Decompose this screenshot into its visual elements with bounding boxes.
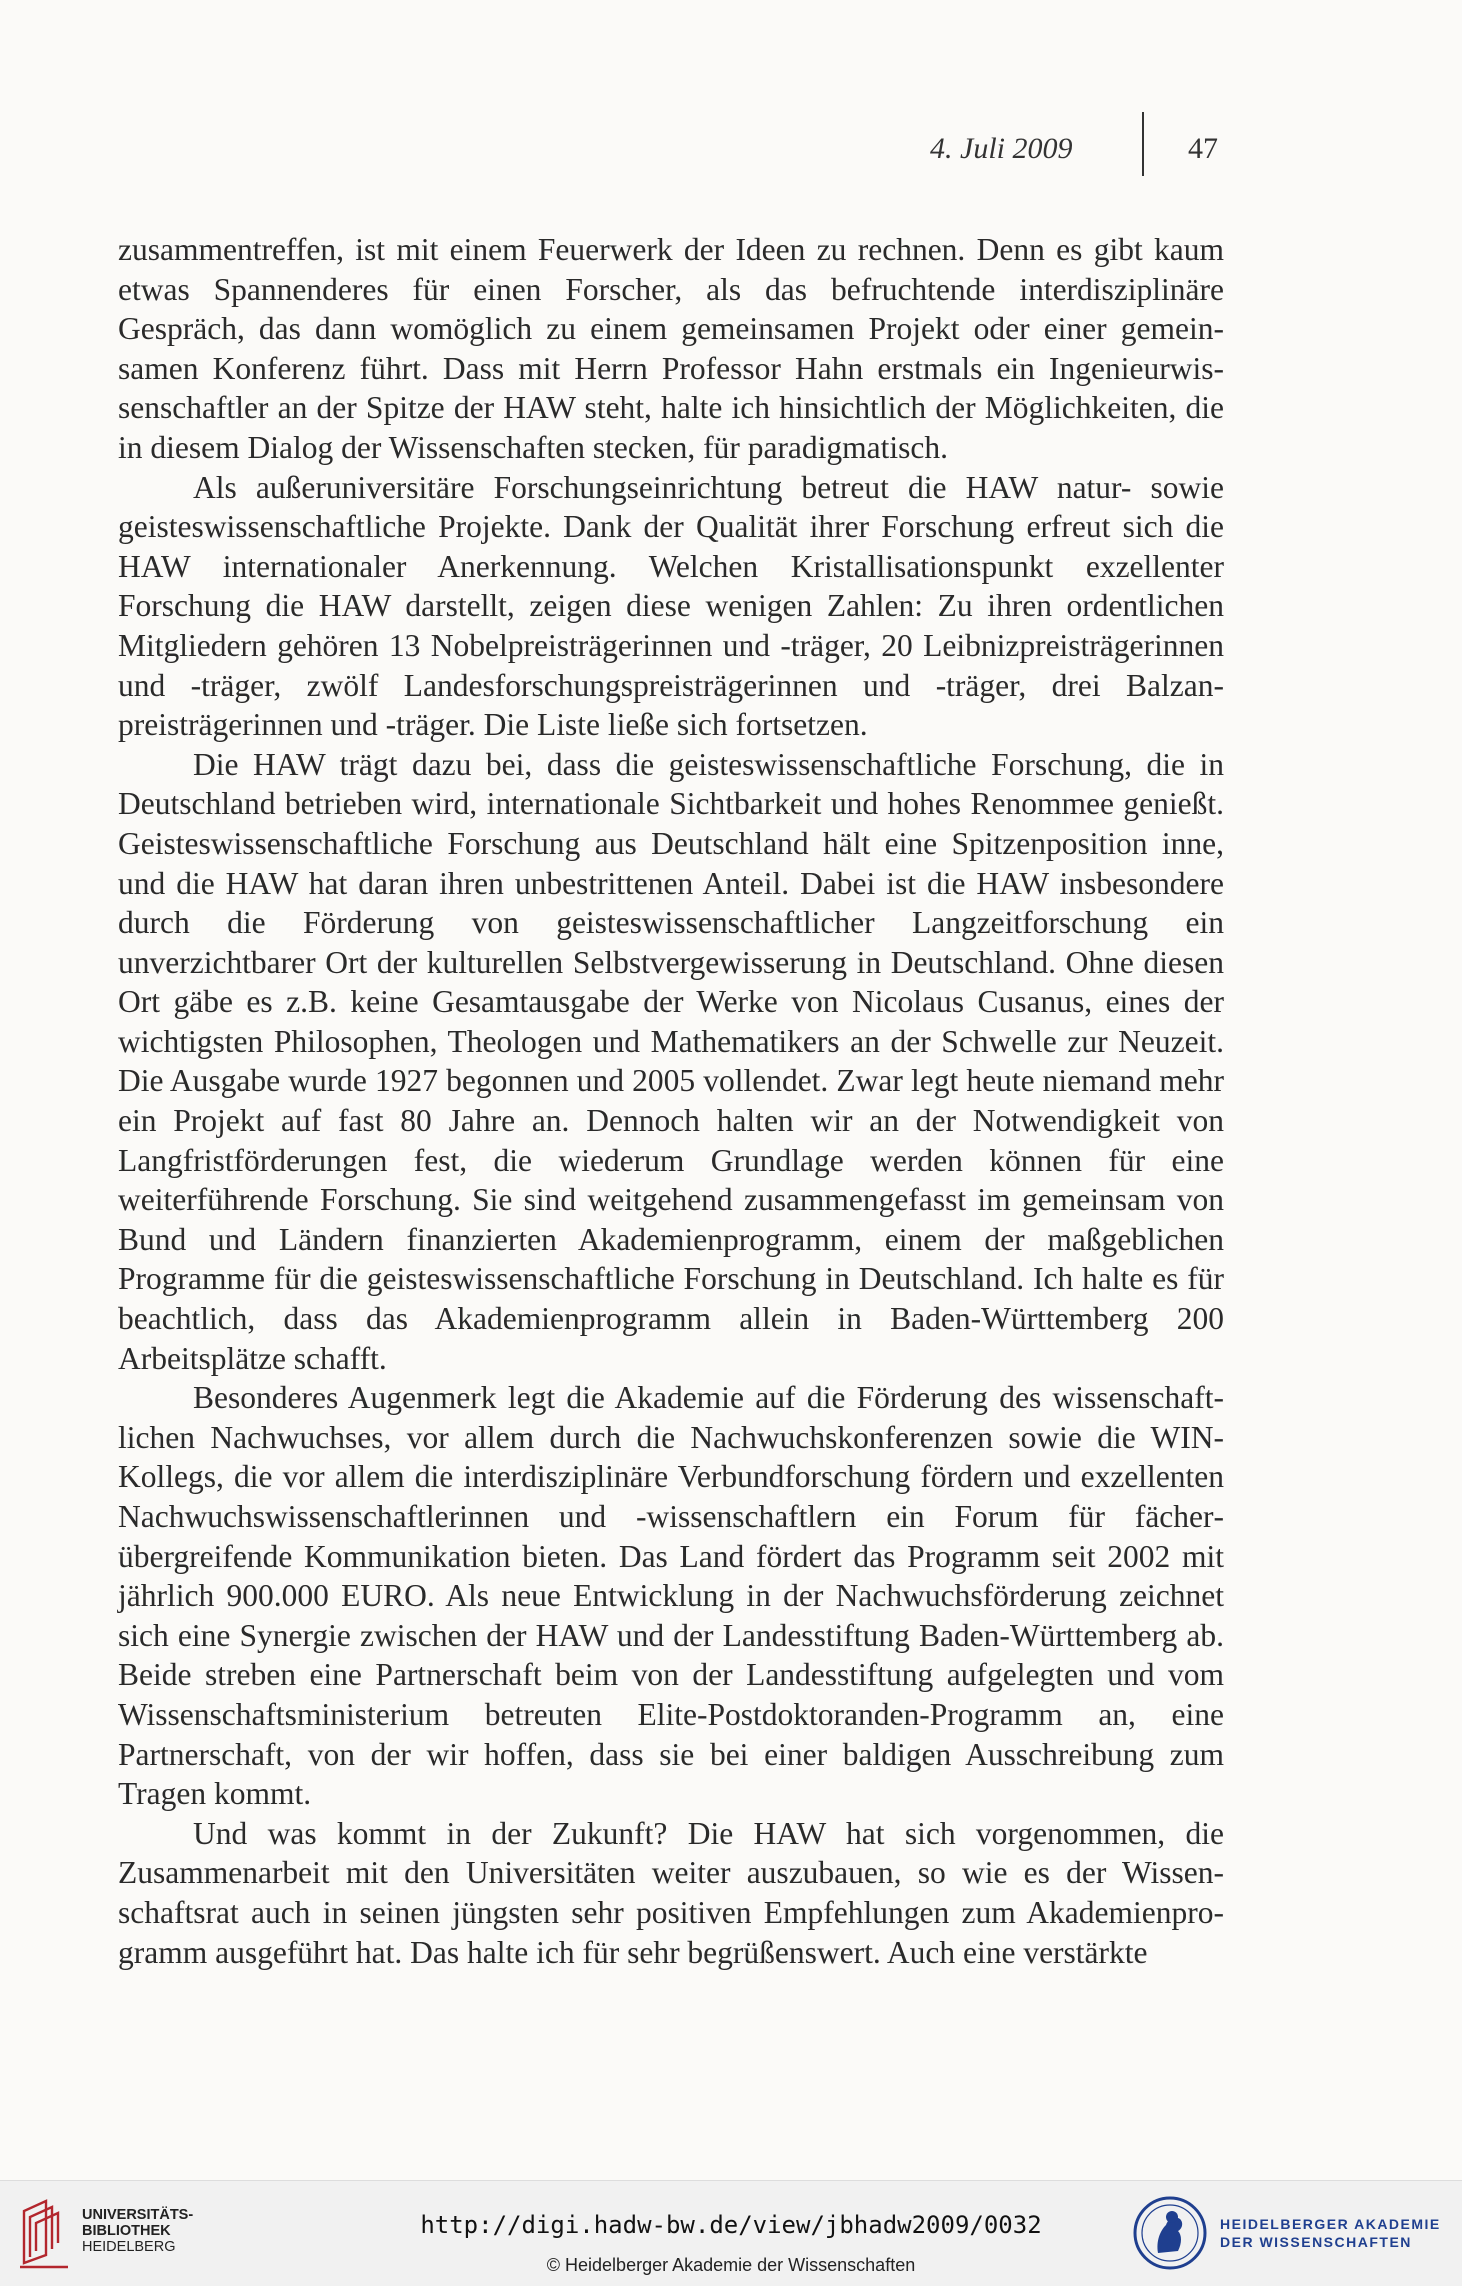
ub-line-3: HEIDELBERG	[82, 2239, 176, 2255]
footer-bar	[0, 2180, 1462, 2286]
hadw-seal-icon	[1132, 2195, 1208, 2271]
copyright-notice: © Heidelberger Akademie der Wissenschaften	[546, 2255, 916, 2275]
hadw-line-1: HEIDELBERGER AKADEMIE	[1220, 2216, 1441, 2232]
paragraph-3: Die HAW trägt dazu bei, dass die geisteswissenschaftliche Forschung, die in Deutschland betrieben wird, internationale Sichtbarkeit und hohes Renommee genießt. Geisteswissenschaftliche Forschung aus Deutschland hält eine Spitzenposition inne, und die HAW hat daran ihren unbestrittenen Anteil. Dabei ist die HAW insbesondere durch die Förderung von geisteswissenschaftlicher Langzeitforschung ein unverzichtbarer Ort der kulturellen Selbstvergewisserung in Deutschland. Ohne diesen Ort gäbe es z.B. keine Gesamtausgabe der Werke von Nicolaus Cusanus, eines der wichtigsten Philosophen, Theologen und Mathematikers an der Schwelle zur Neuzeit. Die Ausgabe wurde 1927 begonnen und 2005 vollendet. Zwar legt heute niemand mehr ein Projekt auf fast 80 Jahre an. Dennoch halten wir an der Notwendigkeit von Langfristförderungen fest, die wiederum Grundlage werden können für eine weiterführende Forschung. Sie sind weitgehend zusammengefasst im gemeinsam von Bund und Ländern finanzierten Akademienprogramm, einem der maßgeblichen Programme für die geisteswissenschaftliche Forschung in Deutschland. Ich halte es für beachtlich, dass das Akademienprogramm allein in Baden-Württemberg 200 Arbeitsplätze schafft.	[118, 746, 1224, 1376]
paragraph-5: Und was kommt in der Zukunft? Die HAW hat sich vorgenommen, die Zusammenarbeit mit den Universitäten weiter auszubauen, so wie es der Wissenschaftsrat auch in seinen jüngsten sehr positiven Empfehlungen zum Akademienprogramm ausgeführt hat. Das halte ich für sehr begrüßenswert. Auch eine verstärkte	[118, 1815, 1224, 1970]
header-divider	[1142, 112, 1144, 176]
permalink-url[interactable]: http://digi.hadw-bw.de/view/jbhadw2009/0032	[420, 2211, 1042, 2239]
body-text	[118, 230, 1224, 1972]
ub-line-2: BIBLIOTHEK	[82, 2223, 171, 2239]
hadw-wordmark	[1220, 2215, 1441, 2251]
header-date: 4. Juli 2009	[930, 132, 1073, 165]
ub-line-1: UNIVERSITÄTS-	[82, 2207, 194, 2223]
paragraph-4: Besonderes Augenmerk legt die Akademie auf die Förderung des wissenschaftlichen Nachwuchses, vor allem durch die Nachwuchskonferenzen sowie die WIN-Kollegs, die vor allem die interdisziplinäre Verbundforschung fördern und exzellenten Nachwuchswissenschaftlerinnen und -wissenschaftlern ein Forum für fächerübergreifende Kommunikation bieten. Das Land fördert das Programm seit 2002 mit jährlich 900.000 EURO. Als neue Entwicklung in der Nachwuchsförderung zeichnet sich eine Synergie zwischen der HAW und der Landesstiftung Baden-Württemberg ab. Beide streben eine Partnerschaft beim von der Landesstiftung aufgelegten und vom Wissenschaftsministerium betreuten Elite-Postdoktoranden-Programm an, eine Partnerschaft, von der wir hoffen, dass sie bei einer baldigen Ausschreibung zum Tragen kommt.	[118, 1380, 1224, 1812]
paragraph-2: Als außeruniversitäre Forschungseinrichtung betreut die HAW natur- sowie geisteswissenschaftliche Projekte. Dank der Qualität ihrer Forschung erfreut sich die HAW internationaler Anerkennung. Welchen Kristallisationspunkt exzellenter Forschung die HAW darstellt, zeigen diese wenigen Zahlen: Zu ihren ordentlichen Mitgliedern gehören 13 Nobelpreisträgerinnen und -träger, 20 Leibnizpreisträgerinnen und -träger, zwölf Landesforschungspreisträgerinnen und -träger, drei Balzanpreisträgerinnen und -träger. Die Liste ließe sich fortsetzen.	[118, 469, 1224, 743]
paragraph-1: zusammentreffen, ist mit einem Feuerwerk der Ideen zu rechnen. Denn es gibt kaum etwas Spannenderes für einen Forscher, als das befruchtende interdisziplinäre Gespräch, das dann womöglich zu einem gemeinsamen Projekt oder einer gemeinsamen Konferenz führt. Dass mit Herrn Professor Hahn erstmals ein Ingenieurwissenschaftler an der Spitze der HAW steht, halte ich hinsichtlich der Möglichkeiten, die in diesem Dialog der Wissenschaften stecken, für paradigmatisch.	[118, 232, 1224, 465]
page-number: 47	[1188, 132, 1218, 165]
hadw-line-2: DER WISSENSCHAFTEN	[1220, 2234, 1412, 2250]
